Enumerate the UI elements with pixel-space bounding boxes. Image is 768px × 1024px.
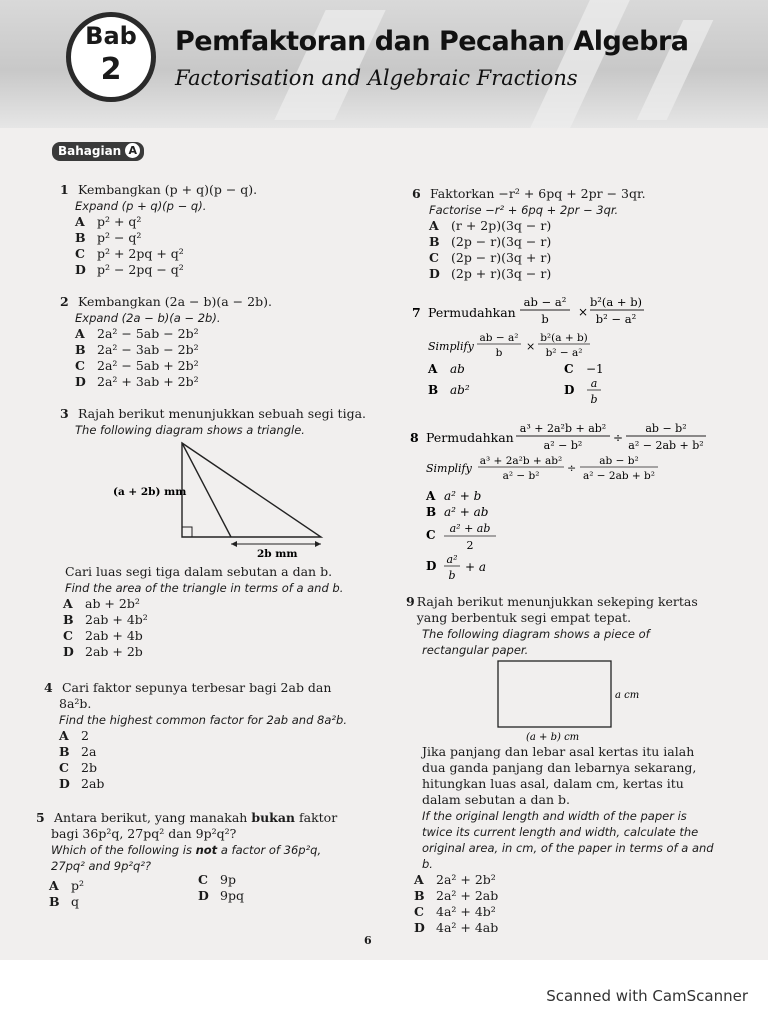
option-letter: A [59, 728, 69, 743]
option-text: p² [71, 878, 85, 893]
question-text-malay: Kembangkan (2a − b)(a − 2b). [77, 294, 272, 309]
question-7 [410, 292, 660, 410]
question-text-english: The following diagram shows a piece of rectangular paper. [422, 627, 650, 657]
fraction1-numerator: a³ + 2a²b + ab² [479, 455, 563, 467]
question-text-malay-cont: 8a²b. [59, 696, 92, 711]
option-letter: B [75, 230, 86, 245]
question-number: 1 [60, 182, 69, 197]
question-text-malay: Permudahkan [426, 430, 514, 445]
arrow-right [315, 541, 321, 547]
question-text-english-cont: 27pq² and 9p²q²? [51, 859, 152, 873]
fraction1-denominator: b [541, 312, 549, 326]
emphasis-word: not [195, 843, 218, 857]
question-text-english: Simplify [426, 462, 472, 475]
option-letter: C [75, 246, 85, 261]
option-b [75, 342, 272, 358]
right-angle-mark [182, 527, 192, 537]
question-8 [408, 420, 708, 586]
option-text: 2a² − 5ab + 2b² [97, 358, 199, 373]
divide-sign: ÷ [613, 431, 624, 445]
question-number: 6 [412, 186, 421, 201]
question-number: 5 [36, 810, 45, 825]
option-text: 2a² + 2b² [436, 872, 496, 887]
option-text: ab + 2b² [85, 596, 140, 611]
option-letter: C [63, 628, 73, 643]
option-letter: B [63, 612, 74, 627]
fraction1-denominator: a² − b² [502, 470, 540, 482]
emphasis-word: bukan [251, 810, 296, 825]
option-letter: A [49, 878, 59, 893]
chapter-title-english: Factorisation and Algebraic Fractions [175, 66, 578, 90]
fraction1-numerator: ab − a² [479, 332, 519, 344]
option-letter: A [63, 596, 73, 611]
question-number: 4 [44, 680, 53, 695]
option-letter: D [198, 888, 209, 903]
fraction2-numerator: b²(a + b) [589, 295, 643, 309]
option-b [63, 612, 343, 628]
option-letter: C [414, 904, 424, 919]
section-badge [52, 142, 144, 161]
fraction1-numerator: a³ + 2a²b + ab² [519, 422, 607, 435]
option-a [49, 878, 84, 894]
option-text: (2p − r)(3q − r) [451, 234, 552, 249]
fraction2-denominator: a² − 2ab + b² [628, 439, 704, 452]
option-d-letter: D [426, 559, 437, 573]
option-text: 4a² + 4b² [436, 904, 496, 919]
option-b-letter: B [428, 383, 439, 397]
option-text: 2a² + 3ab + 2b² [97, 374, 199, 389]
option-text: 2a² − 3ab − 2b² [97, 342, 199, 357]
section-label: Bahagian [58, 144, 122, 158]
option-b [49, 894, 84, 910]
question-4 [44, 680, 347, 792]
option-letter: A [414, 872, 424, 887]
fraction2-denominator: a² − 2ab + b² [582, 470, 656, 482]
question-text-malay: Permudahkan [428, 305, 516, 320]
triangle-diagram [100, 438, 340, 560]
option-letter: C [59, 760, 69, 775]
option-d-tail: + a [465, 560, 487, 574]
width-label: a cm [615, 690, 640, 701]
question-5: 5 Antara berikut, yang manakah bukan faktor bagi 36p²q, 27pq² dan 9p²q²? Which of the following is not a factor of 36p²q, 27pq² and 9p²q²? [36, 810, 338, 873]
option-c: −1 [586, 362, 604, 376]
option-text: (2p − r)(3q + r) [451, 250, 552, 265]
option-b: ab² [450, 383, 470, 397]
question-number: 8 [410, 430, 419, 445]
question-text-english: The following diagram shows a triangle. [75, 423, 305, 437]
option-d-denominator: b [448, 569, 456, 582]
option-d-numerator: a² [446, 553, 458, 566]
option-text: 2b [81, 760, 97, 775]
option-text: q [71, 894, 80, 909]
question-text-malay: Rajah berikut menunjukkan sebuah segi tiga. [77, 406, 367, 421]
option-a [414, 872, 716, 888]
option-c [75, 358, 272, 374]
page-number: 6 [364, 934, 372, 947]
question-text-english: Simplify [428, 340, 474, 353]
option-b [414, 888, 716, 904]
divide-sign: ÷ [567, 462, 577, 475]
fraction2-numerator: b²(a + b) [540, 332, 588, 344]
arrow-left [231, 541, 237, 547]
question-text-english: Find the highest common factor for 2ab and 8a²b. [59, 713, 347, 727]
option-d [198, 888, 244, 904]
option-d [75, 374, 272, 390]
fraction1-denominator: a² − b² [543, 439, 583, 452]
option-b [429, 234, 646, 250]
option-a: ab [450, 362, 465, 376]
option-letter: A [429, 218, 439, 233]
option-text: 2ab + 4b [85, 628, 143, 643]
option-text: 2ab + 2b [85, 644, 143, 659]
question-text-malay: Kembangkan (p + q)(p − q). [77, 182, 258, 197]
option-b [59, 744, 347, 760]
triangle-outline [182, 443, 321, 537]
option-b: a² + ab [444, 505, 489, 519]
fraction2-denominator: b² − a² [545, 347, 583, 359]
question-number: 9 [406, 594, 415, 609]
fraction1-numerator: ab − a² [523, 295, 567, 309]
question-6 [412, 186, 646, 282]
option-letter: D [429, 266, 440, 281]
triangle-inner-line [182, 443, 231, 537]
option-a [75, 214, 257, 230]
option-text: p² + 2pq + q² [97, 246, 184, 261]
base-label: 2b mm [257, 548, 298, 560]
option-b-letter: B [426, 505, 437, 519]
option-letter: B [49, 894, 60, 909]
option-text: 2ab [81, 776, 105, 791]
option-d [63, 644, 343, 660]
option-d [59, 776, 347, 792]
option-text: 2a [81, 744, 97, 759]
option-letter: D [59, 776, 70, 791]
question-text-english: Which of the following is [51, 843, 192, 857]
option-c [59, 760, 347, 776]
option-a-letter: A [426, 489, 436, 503]
option-text: (r + 2p)(3q − r) [451, 218, 552, 233]
option-a [59, 728, 347, 744]
question-1 [60, 182, 257, 278]
question-3 [60, 406, 366, 438]
option-d [429, 266, 646, 282]
question-text-malay: Jika panjang dan lebar asal kertas itu ialah dua ganda panjang dan lebarnya sekarang, hitungkan luas asal, dalam cm, kertas itu dalam sebutan a dan b. [422, 744, 697, 807]
option-letter: C [429, 250, 439, 265]
option-letter: D [63, 644, 74, 659]
question-text-malay: Antara berikut, yang manakah [53, 810, 248, 825]
question-number: 7 [412, 305, 421, 320]
option-text: 9p [220, 872, 236, 887]
chapter-badge-number: 2 [100, 52, 122, 87]
option-text: 9pq [220, 888, 244, 903]
option-text: p² − 2pq − q² [97, 262, 184, 277]
question-text-malay: Cari faktor sepunya terbesar bagi 2ab dan [61, 680, 332, 695]
option-letter: A [75, 214, 85, 229]
option-letter: D [75, 262, 86, 277]
option-c-letter: C [426, 528, 436, 542]
question-2 [60, 294, 272, 390]
option-c [75, 246, 257, 262]
option-c [414, 904, 716, 920]
question-text-malay: Faktorkan −r² + 6pq + 2pr − 3qr. [429, 186, 646, 201]
option-text: (2p + r)(3q − r) [451, 266, 552, 281]
question-text-malay-cont: bagi 36p²q, 27pq² dan 9p²q²? [51, 826, 237, 841]
chapter-title-malay: Pemfaktoran dan Pecahan Algebra [175, 26, 689, 57]
length-label: (a + b) cm [526, 732, 580, 743]
option-a [75, 326, 272, 342]
question-3-task [60, 564, 343, 660]
chapter-badge-label: Bab [85, 22, 137, 50]
option-c [429, 250, 646, 266]
times-sign: × [526, 340, 536, 353]
option-letter: B [429, 234, 440, 249]
option-d-numerator: a [590, 377, 598, 390]
question-text-english: Expand (p + q)(p − q). [75, 199, 207, 213]
option-c [198, 872, 244, 888]
option-d-denominator: b [590, 393, 598, 406]
option-d-letter: D [564, 383, 575, 397]
question-9 [406, 594, 716, 658]
rectangle-outline [498, 661, 611, 727]
option-a [63, 596, 343, 612]
fraction1-denominator: b [495, 347, 503, 359]
option-letter: D [75, 374, 86, 389]
option-a [429, 218, 646, 234]
option-letter: A [75, 326, 85, 341]
option-text: 2a² − 5ab − 2b² [97, 326, 199, 341]
question-9-task [406, 744, 716, 936]
option-letter: C [198, 872, 208, 887]
section-letter: A [125, 143, 140, 158]
option-text: 4a² + 4ab [436, 920, 499, 935]
question-text-english: If the original length and width of the paper is twice its current length and width, calculate the original area, in cm, of the paper in terms of a and b. [422, 809, 714, 871]
question-text-english: Find the area of the triangle in terms of a and b. [65, 581, 344, 595]
option-c-numerator: a² + ab [449, 522, 491, 535]
option-letter: B [75, 342, 86, 357]
option-c-letter: C [564, 362, 574, 376]
option-text: p² − q² [97, 230, 142, 245]
question-text-english: Factorise −r² + 6pq + 2pr − 3qr. [429, 203, 619, 217]
option-c-denominator: 2 [466, 539, 474, 552]
option-letter: C [75, 358, 85, 373]
question-text-malay: Cari luas segi tiga dalam sebutan a dan b. [65, 564, 333, 579]
times-sign: × [578, 305, 589, 319]
option-a: a² + b [444, 489, 482, 503]
option-letter: B [59, 744, 70, 759]
option-d [75, 262, 257, 278]
option-text: 2ab + 4b² [85, 612, 148, 627]
option-c [63, 628, 343, 644]
option-a-letter: A [428, 362, 438, 376]
option-letter: D [414, 920, 425, 935]
question-5-options-right [198, 872, 244, 904]
question-text-english: Expand (2a − b)(a − 2b). [75, 311, 221, 325]
option-b [75, 230, 257, 246]
option-letter: B [414, 888, 425, 903]
question-number: 3 [60, 406, 69, 421]
option-text: p² + q² [97, 214, 142, 229]
fraction2-numerator: ab − b² [599, 455, 639, 467]
question-5-options-left [49, 878, 84, 910]
question-text-malay: Rajah berikut menunjukkan sekeping kertas yang berbentuk segi empat tepat. [416, 594, 698, 625]
question-number: 2 [60, 294, 69, 309]
scanner-watermark: Scanned with CamScanner [546, 987, 748, 1005]
option-text: 2a² + 2ab [436, 888, 499, 903]
rectangle-diagram [490, 658, 650, 744]
option-text: 2 [81, 728, 89, 743]
fraction2-denominator: b² − a² [595, 312, 637, 326]
height-label: (a + 2b) mm [113, 486, 187, 498]
fraction2-numerator: ab − b² [645, 422, 687, 435]
option-d [414, 920, 716, 936]
